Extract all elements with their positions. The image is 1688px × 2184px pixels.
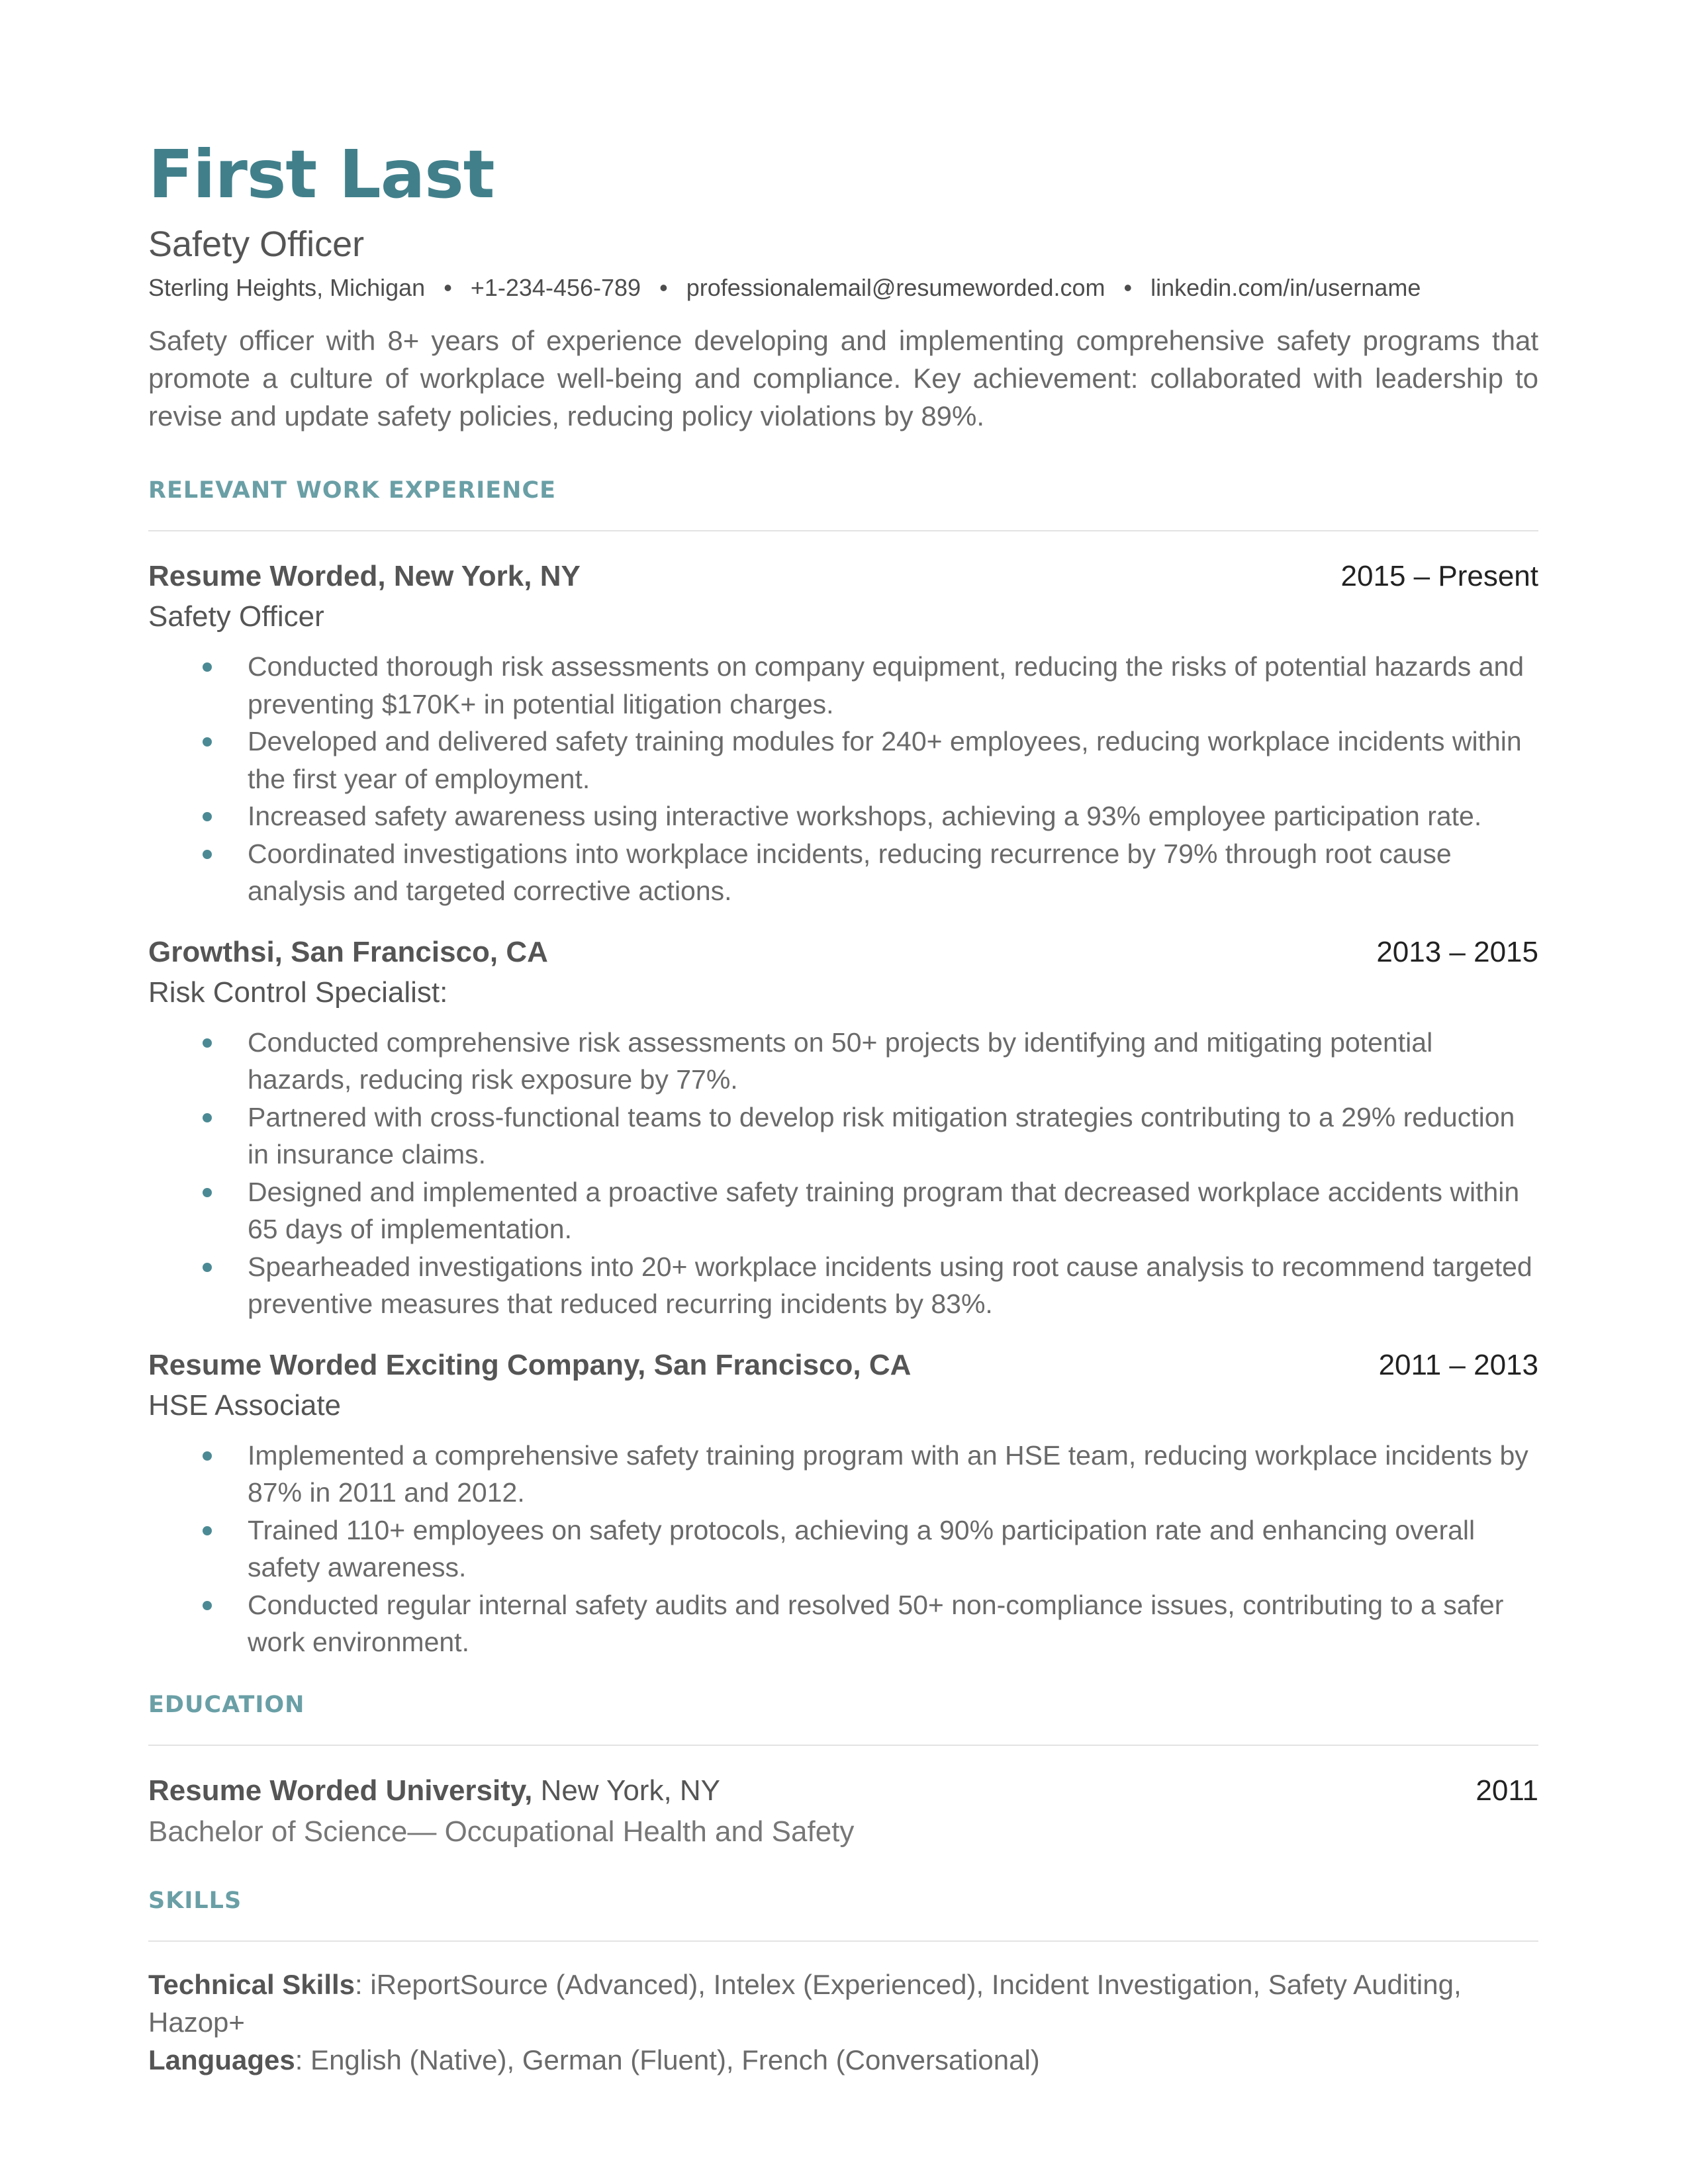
job-company: Growthsi, San Francisco, CA [148,935,548,968]
bullet-dot-icon [203,1526,212,1535]
contact-email[interactable]: professionalemail@resumeworded.com [686,274,1105,301]
resume-content [148,132,1538,2079]
job-dates: 2011 – 2013 [1378,1348,1538,1381]
bullet-text: Conducted comprehensive risk assessments on 50+ projects by identifying and mitigating potential hazards, reducing risk exposure by 77%. [248,1026,1433,1095]
bullet-item [148,1512,1538,1586]
bullet-dot-icon [203,1188,212,1197]
job-entry [148,933,1538,1323]
contact-separator: • [659,274,668,301]
education-school: Resume Worded University, [148,1774,533,1807]
job-dates: 2015 – Present [1340,560,1538,592]
bullet-dot-icon [203,1601,212,1610]
education-year: 2011 [1476,1774,1538,1807]
job-entry [148,1345,1538,1661]
section-divider [148,1745,1538,1746]
experience-heading: RELEVANT WORK EXPERIENCE [148,477,557,504]
bullet-text: Designed and implemented a proactive safety training program that decreased workplace accidents within 65 days of implementation. [248,1176,1520,1244]
bullet-dot-icon [203,662,212,672]
education-heading: EDUCATION [148,1691,305,1718]
candidate-name: First Last [148,136,494,213]
contact-line [148,270,1538,306]
skills-technical-label: Technical Skills [148,1968,355,2000]
job-bullets [148,648,1538,910]
contact-phone[interactable]: +1-234-456-789 [470,274,641,301]
contact-location: Sterling Heights, Michigan [148,274,426,301]
education-location: New York, NY [540,1774,721,1807]
skills-technical-value: : iReportSource (Advanced), Intelex (Experienced), Incident Investigation, Safety Auditing, Hazop+ [148,1968,1462,2038]
bullet-item [148,1586,1538,1661]
bullet-dot-icon [203,737,212,747]
bullet-dot-icon [203,850,212,859]
bullet-item [148,648,1538,723]
bullet-text: Spearheaded investigations into 20+ workplace incidents using root cause analysis to recommend targeted preventive measures that reduced recurring incidents by 83%. [248,1251,1532,1319]
bullet-text: Conducted thorough risk assessments on company equipment, reducing the risks of potential hazards and preventing $170K+ in potential litigation charges. [248,651,1524,719]
bullet-text: Trained 110+ employees on safety protocols, achieving a 90% participation rate and enhancing overall safety awareness. [248,1514,1476,1582]
bullet-item [148,797,1538,835]
bullet-text: Conducted regular internal safety audits and resolved 50+ non-compliance issues, contributing to a safer work environment. [248,1589,1504,1657]
bullet-dot-icon [203,1451,212,1461]
section-divider [148,1940,1538,1942]
job-dates: 2013 – 2015 [1376,935,1538,968]
section-divider [148,530,1538,531]
bullet-text: Implemented a comprehensive safety training program with an HSE team, reducing workplace incidents by 87% in 2011 and 2012. [248,1439,1528,1508]
job-header [148,557,1538,596]
bullet-text: Coordinated investigations into workplace incidents, reducing recurrence by 79% through root cause analysis and targeted corrective actions. [248,838,1452,906]
job-bullets [148,1437,1538,1661]
skills-list [148,1966,1538,2079]
skills-languages [148,2041,1538,2079]
bullet-item [148,1437,1538,1512]
job-header [148,1345,1538,1385]
bullet-dot-icon [203,1113,212,1122]
bullet-item [148,1024,1538,1099]
job-bullets [148,1024,1538,1323]
education-header [148,1771,1538,1811]
bullet-dot-icon [203,812,212,821]
job-header [148,933,1538,972]
summary: Safety officer with 8+ years of experience developing and implementing comprehensive safety programs that promote a culture of workplace well-being and compliance. Key achievement: collaborated with leadership to revise and update safety policies, reducing policy violations by 89%. [148,325,1538,432]
bullet-text: Developed and delivered safety training modules for 240+ employees, reducing workplace incidents within the first year of employment. [248,726,1522,794]
bullet-item [148,1099,1538,1173]
contact-separator: • [1123,274,1133,301]
skills-languages-value: : English (Native), German (Fluent), French (Conversational) [295,2044,1040,2075]
job-title: HSE Associate [148,1388,342,1422]
job-title: Safety Officer [148,600,324,633]
job-entry [148,557,1538,910]
job-title: Risk Control Specialist: [148,976,448,1009]
job-company: Resume Worded Exciting Company, San Francisco, CA [148,1348,912,1381]
bullet-item [148,835,1538,910]
bullet-item [148,1173,1538,1248]
education-degree: Bachelor of Science— Occupational Health and Safety [148,1815,855,1848]
skills-technical [148,1966,1538,2041]
contact-linkedin[interactable]: linkedin.com/in/username [1150,274,1421,301]
bullet-text: Increased safety awareness using interactive workshops, achieving a 93% employee participation rate. [248,801,1482,831]
bullet-dot-icon [203,1263,212,1272]
skills-languages-label: Languages [148,2044,295,2075]
skills-heading: SKILLS [148,1887,242,1914]
education-entry [148,1771,1538,1853]
candidate-role: Safety Officer [148,224,365,264]
bullet-text: Partnered with cross-functional teams to develop risk mitigation strategies contributing to a 29% reduction in insurance claims. [248,1101,1515,1169]
job-company: Resume Worded, New York, NY [148,560,581,592]
bullet-dot-icon [203,1038,212,1048]
bullet-item [148,1248,1538,1323]
bullet-item [148,723,1538,797]
contact-separator: • [444,274,452,301]
